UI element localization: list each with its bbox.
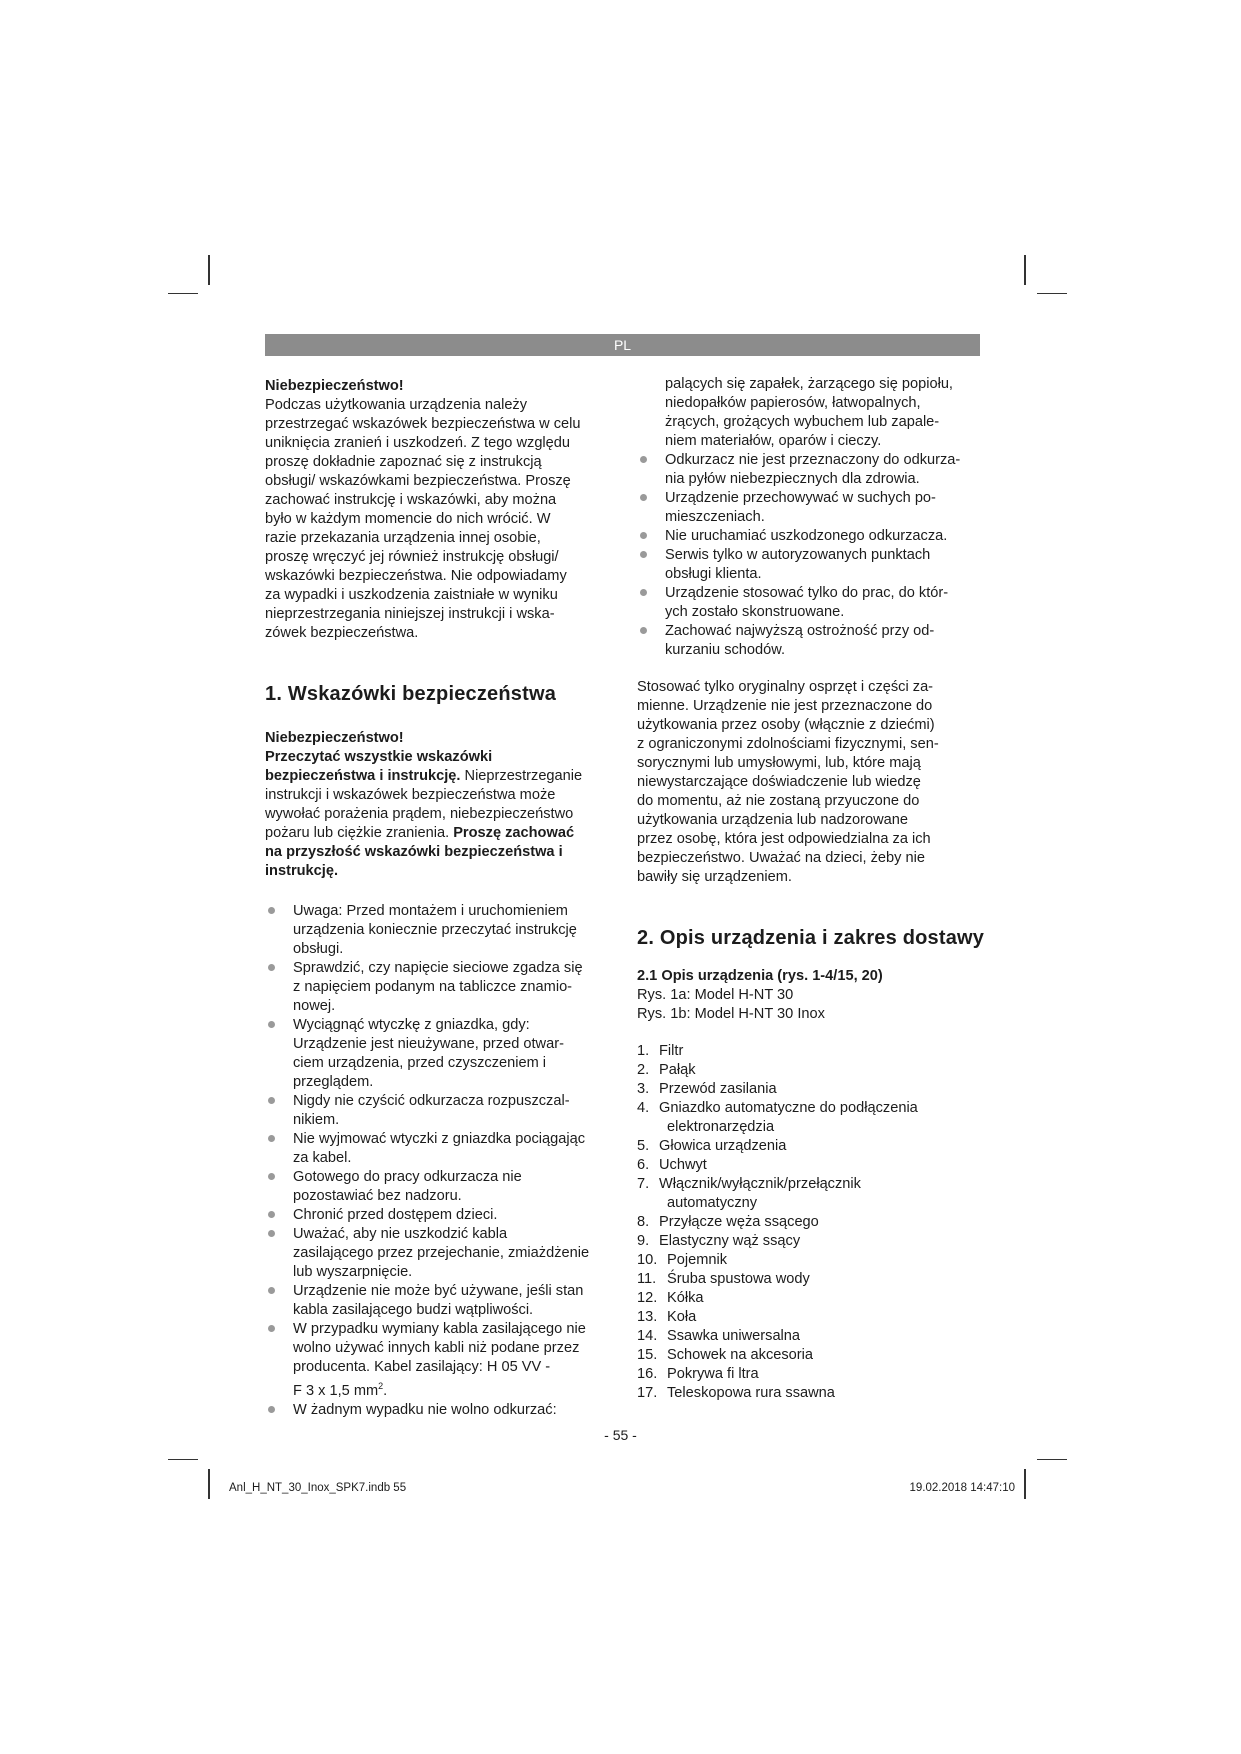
item-number: 2. [637, 1062, 650, 1078]
section-1-warning [265, 729, 615, 881]
cable-spec: F 3 x 1,5 mm [293, 1382, 379, 1399]
item-text: Włącznik/wyłącznik/przełącznik [659, 1176, 861, 1192]
text-line: było w każdym momencie do nich wrócić. W [265, 511, 551, 527]
list-item [265, 1130, 615, 1168]
text-line: producenta. Kabel zasilający: H 05 VV - [293, 1359, 551, 1375]
text-line: mieszczeniach. [665, 509, 765, 525]
figure-line: Rys. 1a: Model H-NT 30 [637, 987, 794, 1003]
footer-filename: Anl_H_NT_30_Inox_SPK7.indb 55 [229, 1482, 407, 1494]
list-item [637, 1061, 987, 1080]
item-text: Pałąk [659, 1062, 696, 1078]
text-line: uniknięcia zranień i uszkodzeń. Z tego względu [265, 435, 571, 451]
text-line: nikiem. [293, 1112, 340, 1128]
list-item [637, 546, 987, 584]
text-line: Stosować tylko oryginalny osprzęt i części za- [637, 679, 934, 695]
item-text: Przyłącze węża ssącego [659, 1214, 819, 1230]
text-line: wywołać porażenia prądem, niebezpieczeństwo [265, 806, 574, 822]
text-line: obsługi. [293, 941, 344, 957]
text-line: Urządzenie jest nieużywane, przed otwar- [293, 1036, 564, 1052]
parts-list [637, 1042, 987, 1403]
left-column [265, 377, 615, 1420]
item-number: 13. [637, 1309, 658, 1325]
text-line: Serwis tylko w autoryzowanych punktach [665, 547, 931, 563]
bold-text: Proszę zachować [453, 825, 575, 841]
list-item [265, 1016, 615, 1092]
list-item [637, 527, 987, 546]
text-line [265, 767, 615, 786]
section-1-heading: 1. Wskazówki bezpieczeństwa [265, 683, 557, 705]
list-item [637, 584, 987, 622]
list-item [637, 1270, 987, 1289]
right-column [637, 375, 987, 1403]
crop-mark [168, 293, 198, 294]
list-item [637, 1042, 987, 1061]
text-line: za wypadki i uszkodzenia zaistniałe w wyniku [265, 587, 558, 603]
text-line: Zachować najwyższą ostrożność przy od- [665, 623, 935, 639]
crop-mark [1037, 1459, 1067, 1460]
item-text: Koła [667, 1309, 697, 1325]
list-item [265, 1401, 615, 1420]
safety-bullet-list-continued [637, 451, 987, 660]
list-item [637, 489, 987, 527]
item-number: 15. [637, 1347, 658, 1363]
text-line: Nigdy nie czyścić odkurzacza rozpuszczal- [293, 1093, 570, 1109]
normal-text: pożaru lub ciężkie zranienia. [265, 825, 454, 841]
list-item [637, 1080, 987, 1099]
item-text: elektronarzędzia [667, 1119, 775, 1135]
text-line: Uwaga: Przed montażem i uruchomieniem [293, 903, 568, 919]
normal-text: Nieprzestrzeganie [460, 768, 583, 784]
list-item [265, 1282, 615, 1320]
text-line: Wyciągnąć wtyczkę z gniazdka, gdy: [293, 1017, 530, 1033]
text-line: instrukcji i wskazówek bezpieczeństwa może [265, 787, 556, 803]
crop-mark [1037, 293, 1067, 294]
text-line: proszę wręczyć jej również instrukcję obsługi/ [265, 549, 559, 565]
text-line: urządzenia koniecznie przeczytać instrukcję [293, 922, 577, 938]
text-line: z ograniczonymi zdolnościami fizycznymi, sen- [637, 736, 939, 752]
list-item [637, 1308, 987, 1327]
text-line: sorycznymi lub umysłowymi, lub, które mają [637, 755, 921, 771]
item-number: 17. [637, 1385, 658, 1401]
text-line: mienne. Urządzenie nie jest przeznaczone do [637, 698, 933, 714]
text-line: za kabel. [293, 1150, 352, 1166]
item-number: 14. [637, 1328, 658, 1344]
list-item [637, 1251, 987, 1270]
text-line: ciem urządzenia, przed czyszczeniem i [293, 1055, 547, 1071]
item-text: Pokrywa fi ltra [667, 1366, 759, 1382]
text-line: Przeczytać wszystkie wskazówki [265, 749, 493, 765]
text-line: pozostawiać bez nadzoru. [293, 1188, 462, 1204]
text-line: do momentu, aż nie zostaną przyuczone do [637, 793, 920, 809]
crop-mark [1024, 1469, 1026, 1499]
text-line: niedopałków papierosów, łatwopalnych, [665, 395, 921, 411]
item-text: Schowek na akcesoria [667, 1347, 814, 1363]
item-number: 12. [637, 1290, 658, 1306]
item-number: 5. [637, 1138, 650, 1154]
list-item [265, 1225, 615, 1282]
crop-mark [168, 1459, 198, 1460]
item-number: 3. [637, 1081, 650, 1097]
text-line: wskazówki bezpieczeństwa. Nie odpowiadamy [265, 568, 567, 584]
superscript: 2 [378, 1381, 384, 1391]
item-text: Pojemnik [667, 1252, 728, 1268]
text-line: obsługi/ wskazówkami bezpieczeństwa. Proszę [265, 473, 571, 489]
text-line: na przyszłość wskazówki bezpieczeństwa i [265, 844, 563, 860]
bold-text: bezpieczeństwa i instrukcję. [265, 768, 461, 784]
text-line: lub wyszarpnięcie. [293, 1264, 413, 1280]
item-number: 7. [637, 1176, 650, 1192]
text-line: Podczas użytkowania urządzenia należy [265, 397, 528, 413]
usage-paragraph [637, 678, 987, 887]
list-item [265, 902, 615, 959]
crop-mark [1024, 255, 1026, 285]
crop-mark [208, 1469, 210, 1499]
text-line: użytkowania urządzenia lub nadzorowane [637, 812, 908, 828]
text-line: z napięciem podanym na tabliczce znamio- [293, 979, 573, 995]
list-item [637, 1327, 987, 1346]
text-line: bawiły się urządzeniem. [637, 869, 792, 885]
list-item [637, 1346, 987, 1365]
text-line: Urządzenie stosować tylko do prac, do któr- [665, 585, 949, 601]
text-line: nowej. [293, 998, 336, 1014]
item-number: 16. [637, 1366, 658, 1382]
item-text: Teleskopowa rura ssawna [667, 1385, 835, 1401]
text-line: palących się zapałek, żarzącego się popiołu, [665, 376, 953, 392]
list-item [265, 1320, 615, 1401]
item-number: 1. [637, 1043, 650, 1059]
text-line: zówek bezpieczeństwa. [265, 625, 419, 641]
list-item [637, 1365, 987, 1384]
figure-line: Rys. 1b: Model H-NT 30 Inox [637, 1006, 825, 1022]
list-item [637, 1156, 987, 1175]
text-line: przez osobę, która jest odpowiedzialna za ich [637, 831, 931, 847]
item-text: Przewód zasilania [659, 1081, 777, 1097]
text-line: Sprawdzić, czy napięcie sieciowe zgadza się [293, 960, 583, 976]
footer-timestamp: 19.02.2018 14:47:10 [909, 1482, 1015, 1494]
list-item [637, 622, 987, 660]
text-line [265, 824, 615, 843]
list-item [637, 1175, 987, 1213]
text-line: nieprzestrzegania niniejszej instrukcji i wska- [265, 606, 555, 622]
list-item [637, 1232, 987, 1251]
item-text: Filtr [659, 1043, 684, 1059]
list-item [637, 1213, 987, 1232]
list-item [265, 1168, 615, 1206]
text-line: razie przekazania urządzenia innej osobie, [265, 530, 541, 546]
language-header-bar [265, 334, 980, 356]
item-number: 10. [637, 1252, 658, 1268]
page-number: - 55 - [604, 1427, 637, 1443]
item-text: Głowica urządzenia [659, 1138, 787, 1154]
text-line: przeglądem. [293, 1074, 374, 1090]
cable-spec-end: . [383, 1382, 388, 1399]
item-text: Uchwyt [659, 1157, 707, 1173]
text-line [293, 1377, 615, 1401]
text-line: wolno używać innych kabli niż podane przez [293, 1340, 580, 1356]
text-line: W żadnym wypadku nie wolno odkurzać: [293, 1401, 557, 1418]
text-line: bezpieczeństwo. Uważać na dzieci, żeby nie [637, 850, 925, 866]
text-line: W przypadku wymiany kabla zasilającego nie [293, 1321, 586, 1337]
list-item [637, 1137, 987, 1156]
continued-text [637, 375, 987, 451]
text-line: kabla zasilającego budzi wątpliwości. [293, 1302, 534, 1318]
item-text: Ssawka uniwersalna [667, 1328, 801, 1344]
text-line: Odkurzacz nie jest przeznaczony do odkurza- [665, 452, 961, 468]
text-line: zachować instrukcję i wskazówki, aby można [265, 492, 557, 508]
language-code: PL [613, 337, 632, 353]
text-line: Nie wyjmować wtyczki z gniazdka pociągając [293, 1131, 585, 1147]
text-line: przestrzegać wskazówek bezpieczeństwa w celu [265, 416, 581, 432]
text-line: obsługi klienta. [665, 566, 762, 582]
text-line: użytkowania przez osoby (włącznie z dziećmi) [637, 717, 935, 733]
text-line: Gotowego do pracy odkurzacza nie [293, 1169, 522, 1185]
item-number: 8. [637, 1214, 650, 1230]
section-2-1-heading: 2.1 Opis urządzenia (rys. 1-4/15, 20) [637, 968, 883, 984]
text-line: Chronić przed dostępem dzieci. [293, 1207, 498, 1223]
list-item [637, 1099, 987, 1137]
list-item [265, 1092, 615, 1130]
item-text: Gniazdko automatyczne do podłączenia [659, 1100, 918, 1116]
text-line: żrących, grożących wybuchem lub zapale- [665, 414, 940, 430]
text-line: Nie uruchamiać uszkodzonego odkurzacza. [665, 528, 948, 544]
list-item [265, 1206, 615, 1225]
text-line: Urządzenie przechowywać w suchych po- [665, 490, 936, 506]
text-line: Uważać, aby nie uszkodzić kabla [293, 1226, 508, 1242]
item-number: 4. [637, 1100, 650, 1116]
text-line: nia pyłów niebezpiecznych dla zdrowia. [665, 471, 920, 487]
warning-title: Niebezpieczeństwo! [265, 730, 404, 746]
item-text: Elastyczny wąż ssący [659, 1233, 801, 1249]
list-item [637, 1384, 987, 1403]
item-text: Kółka [667, 1290, 704, 1306]
item-number: 9. [637, 1233, 650, 1249]
text-line: proszę dokładnie zapoznać się z instrukcją [265, 454, 542, 470]
list-item [637, 1289, 987, 1308]
item-number: 11. [637, 1271, 657, 1287]
text-line: kurzaniu schodów. [665, 642, 786, 658]
text-line: niewystarczające doświadczenie lub wiedzę [637, 774, 921, 790]
text-line: instrukcję. [265, 863, 338, 879]
section-2-heading: 2. Opis urządzenia i zakres dostawy [637, 927, 985, 949]
text-line: ych zostało skonstruowane. [665, 604, 845, 620]
list-item [265, 959, 615, 1016]
item-text: Śruba spustowa wody [667, 1271, 810, 1287]
safety-bullet-list [265, 902, 615, 1420]
text-line: zasilającego przez przejechanie, zmiażdżenie [293, 1245, 590, 1261]
crop-mark [208, 255, 210, 285]
item-text: automatyczny [667, 1195, 758, 1211]
intro-warning [265, 377, 615, 643]
text-line: Urządzenie nie może być używane, jeśli stan [293, 1283, 584, 1299]
list-item [637, 451, 987, 489]
item-number: 6. [637, 1157, 650, 1173]
text-line: niem materiałów, oparów i cieczy. [665, 433, 882, 449]
warning-title: Niebezpieczeństwo! [265, 378, 404, 394]
